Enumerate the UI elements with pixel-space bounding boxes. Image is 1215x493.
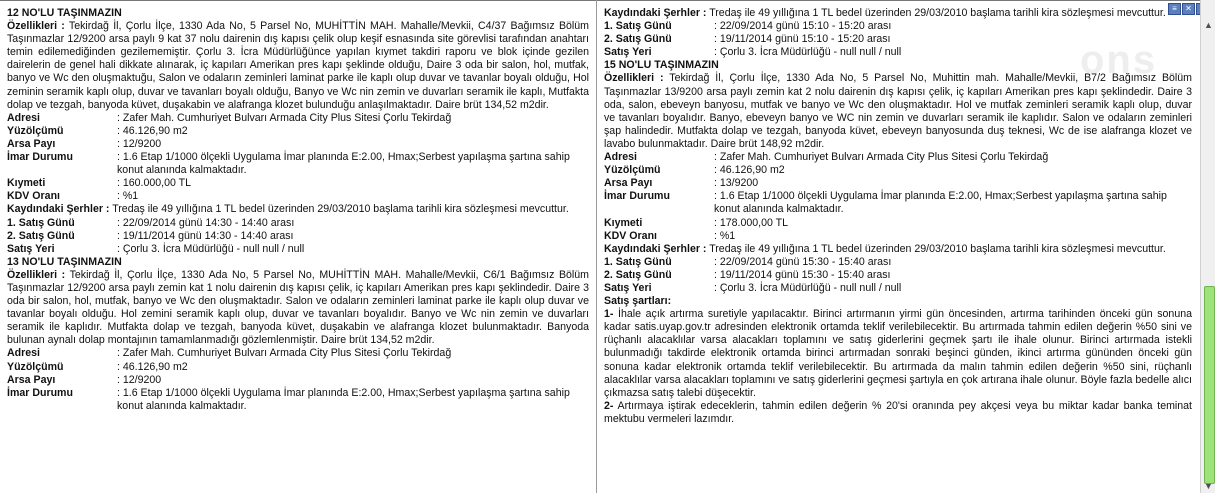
field-value: : %1 bbox=[714, 229, 736, 242]
left-column bbox=[7, 0, 589, 493]
paragraph-label: Özellikleri : bbox=[7, 268, 66, 281]
field-row bbox=[7, 112, 589, 125]
field-label: Satış Yeri bbox=[604, 46, 652, 59]
field-label: 1. Satış Günü bbox=[604, 20, 672, 33]
field-label: 2. Satış Günü bbox=[604, 268, 672, 281]
field-label: Adresi bbox=[7, 347, 40, 360]
field-row bbox=[604, 190, 1192, 216]
close-icon[interactable]: ✕ bbox=[1182, 3, 1195, 15]
field-label: Satış Yeri bbox=[604, 281, 652, 294]
field-value: : Çorlu 3. İcra Müdürlüğü - null null / null bbox=[117, 242, 305, 255]
field-row bbox=[7, 125, 589, 138]
field-value: : Çorlu 3. İcra Müdürlüğü - null null / null bbox=[714, 281, 902, 294]
paragraph-text: Tekirdağ İl, Çorlu İlçe, 1330 Ada No, 5 Parsel No, MUHİTTİN MAH. Mahalle/Mevkii, C4/37 Bağımsız Bölüm Taşınmazlar 12/9200 arsa paylı 9 kat 37 nolu dairenin dış kapısı çelik olup keşif esnasında site görevlisi tarafından anahtarı temin edilemediğinden gezilememiştir. Çorlu 3. İcra Müdürlüğünce yapılan kıymet takdiri raporu ve blok içinde gezilen dairelerin de genel hali dikkate alınarak, iç kapıları Amerikan pres kapı şeklinde olduğu, Daire 3 oda bir salon, hol, mutfak, banyo ve Wc den oluşmaktuğu, Salon ve odaların zeminleri laminat parke ile kaplı olup duvar ve tavanlar boyalı olduğu, Hol zeminin seramik kaplı olup, duvar ve tavanları boyalı olduğu, Banyo ve Wc nin zemin ve duvarları seramik ile kaplı, Mutfakta dolap ve tezgah, banyoda küvet, duşakabin ve alafranga klozet bulunduğu anlaşılmaktadır. Daire brüt 134,52 m2dir. bbox=[7, 20, 589, 111]
field-label: Adresi bbox=[7, 111, 40, 124]
column-divider bbox=[596, 0, 597, 493]
watermark: ons bbox=[1080, 38, 1158, 82]
field-row bbox=[7, 387, 589, 413]
paragraph-label: 2- bbox=[604, 399, 614, 412]
field-row bbox=[604, 217, 1192, 230]
field-label: 1. Satış Günü bbox=[7, 216, 75, 229]
field-value: : 46.126,90 m2 bbox=[117, 360, 188, 373]
scroll-thumb[interactable] bbox=[1204, 286, 1215, 484]
menu-icon[interactable]: ≡ bbox=[1168, 3, 1181, 15]
paragraph-text: Tredaş ile 49 yıllığına 1 TL bedel üzerinden 29/03/2010 başlama tarihli kira sözleşmesi mevcuttur. bbox=[109, 203, 569, 216]
field-row bbox=[7, 217, 589, 230]
paragraph bbox=[604, 308, 1192, 400]
field-row bbox=[604, 164, 1192, 177]
field-value: : 46.126,90 m2 bbox=[714, 164, 785, 177]
paragraph bbox=[7, 203, 589, 216]
paragraph bbox=[604, 243, 1192, 256]
paragraph-label: Kaydındaki Şerhler : bbox=[604, 242, 707, 255]
field-value: : 22/09/2014 günü 15:10 - 15:20 arası bbox=[714, 20, 892, 33]
paragraph bbox=[7, 269, 589, 348]
field-value: : %1 bbox=[117, 190, 139, 203]
field-value: : 1.6 Etap 1/1000 ölçekli Uygulama İmar planında E:2.00, Hmax;Serbest yapılaşma şartına sahip konut alanında kalmaktadır. bbox=[117, 151, 570, 177]
paragraph-text: Tredaş ile 49 yıllığına 1 TL bedel üzerinden 29/03/2010 başlama tarihli kira sözleşmesi mevcuttur. bbox=[706, 7, 1166, 19]
field-row bbox=[7, 190, 589, 203]
field-value: : 160.000,00 TL bbox=[117, 177, 192, 190]
field-row bbox=[7, 138, 589, 151]
field-label: Yüzölçümü bbox=[7, 124, 64, 137]
field-label: 2. Satış Günü bbox=[604, 33, 672, 46]
paragraph bbox=[604, 72, 1192, 151]
field-label: Adresi bbox=[604, 151, 637, 164]
field-value: : 12/9200 bbox=[117, 373, 162, 386]
section-heading: 12 NO'LU TAŞINMAZIN bbox=[7, 7, 122, 19]
paragraph bbox=[7, 20, 589, 112]
field-row bbox=[604, 230, 1192, 243]
field-label: Kıymeti bbox=[7, 177, 46, 190]
right-column bbox=[604, 0, 1192, 493]
paragraph-label: Özellikleri : bbox=[7, 20, 65, 33]
field-row bbox=[604, 256, 1192, 269]
field-row bbox=[7, 177, 589, 190]
field-label: Yüzölçümü bbox=[604, 164, 661, 177]
field-value: : Zafer Mah. Cumhuriyet Bulvarı Armada City Plus Sitesi Çorlu Tekirdağ bbox=[714, 151, 1049, 164]
paragraph-text: Artırmaya iştirak edeceklerin, tahmin edilen değerin % 20'si oranında pey akçesi veya bu miktar kadar banka teminat mektubu vermeleri lazımdır. bbox=[604, 399, 1192, 425]
paragraph-text: Tekirdağ İl, Çorlu İlçe, 1330 Ada No, 5 Parsel No, MUHİTTİN MAH. Mahalle/Mevkii, C6/1 Bağımsız Bölüm Taşınmazlar 12/9200 arsa paylı zemin kat 1 nolu dairenin dış kapısı çelik, iç kapıları Amerikan pres kapı şeklindedir. Daire 3 oda bir salon, hol, mutfak, banyo ve Wc den oluşmaktadır. Salon ve odaların zeminleri laminat parke ile kaplı olup duvar ve tavanlar boyalı olduğu. Hol zemini seramik kaplı olup, duvar ve tavanları boyalıdır. Banyo ve Wc nin zemin ve duvarları seramik ile kaplıdır. Mutfakta dolap ve tezgah, banyoda küvet, duşakabin ve alafranga klozet bulunmaktadır. Banyoda bulunan aynalı dolap montajının tamamlanmadığı gözlemlenmiştir. Daire brüt 134,52 m2dir. bbox=[7, 268, 589, 347]
field-value: : 19/11/2014 günü 14:30 - 14:40 arası bbox=[117, 229, 294, 242]
field-label: 1. Satış Günü bbox=[604, 255, 672, 268]
paragraph bbox=[604, 400, 1192, 426]
field-value: : Zafer Mah. Cumhuriyet Bulvarı Armada City Plus Sitesi Çorlu Tekirdağ bbox=[117, 111, 452, 124]
field-value: : 19/11/2014 günü 15:10 - 15:20 arası bbox=[714, 33, 891, 46]
paragraph-label: Kaydındaki Şerhler : bbox=[7, 203, 110, 216]
paragraph bbox=[604, 7, 1192, 20]
field-label: 2. Satış Günü bbox=[7, 229, 75, 242]
field-label: İmar Durumu bbox=[604, 190, 670, 203]
field-value: : 46.126,90 m2 bbox=[117, 124, 188, 137]
field-label: İmar Durumu bbox=[7, 151, 73, 164]
field-row bbox=[7, 243, 589, 256]
field-value: : 13/9200 bbox=[714, 177, 759, 190]
scroll-up-arrow-icon[interactable]: ▲ bbox=[1204, 20, 1213, 30]
field-row bbox=[604, 33, 1192, 46]
field-row bbox=[604, 46, 1192, 59]
field-value: : 178.000,00 TL bbox=[714, 216, 789, 229]
field-label: KDV Oranı bbox=[7, 190, 60, 203]
paragraph-label: Kaydındaki Şerhler : bbox=[604, 7, 707, 19]
field-value: : 1.6 Etap 1/1000 ölçekli Uygulama İmar planında E:2.00, Hmax;Serbest yapılaşma şartına sahip konut alanında kalmaktadır. bbox=[117, 386, 570, 412]
scroll-down-arrow-icon[interactable]: ▼ bbox=[1204, 481, 1213, 491]
field-row bbox=[7, 374, 589, 387]
field-row bbox=[604, 282, 1192, 295]
field-value: : Zafer Mah. Cumhuriyet Bulvarı Armada City Plus Sitesi Çorlu Tekirdağ bbox=[117, 347, 452, 360]
field-row bbox=[604, 177, 1192, 190]
field-row bbox=[604, 269, 1192, 282]
paragraph-text: Tekirdağ İl, Çorlu İlçe, 1330 Ada No, 5 Parsel No, Muhittin mah. Mahalle/Mevkii, B7/2 Bağımsız Bölüm Taşınmazlar 13/9200 arsa paylı zemin kat 2 nolu dairenin dış kapısı çelik, iç kapıları Amerikan pres kapı şeklindedir. Daire 3 oda, salon, ebeveyn banyosu, mutfak ve banyo ve Wc den oluşmaktadır. Hol ve mutfak zeminleri seramik kaplı olup, duvar ve tavanları boyalıdır. Banyo, ebeveyn banyo ve WC nin zemin ve duvarları seramik ile kaplıdır. Salon ve odaların zeminleri şap halindedir. Mutfakta dolap ve tezgah, banyoda küvet, ebeveyn banyosunda duş teknesi, Wc de ise alafranga klozet ve lavabo bulunmaktadır. Daire brüt 148,92 m2dir. bbox=[604, 72, 1192, 150]
paragraph-text: Tredaş ile 49 yıllığına 1 TL bedel üzerinden 29/03/2010 başlama tarihli kira sözleşmesi mevcuttur. bbox=[706, 242, 1166, 255]
vertical-scrollbar[interactable] bbox=[1200, 0, 1215, 493]
field-value: : Çorlu 3. İcra Müdürlüğü - null null / null bbox=[714, 46, 902, 59]
field-value: : 22/09/2014 günü 14:30 - 14:40 arası bbox=[117, 216, 295, 229]
field-value: : 22/09/2014 günü 15:30 - 15:40 arası bbox=[714, 255, 892, 268]
field-row bbox=[604, 20, 1192, 33]
field-row bbox=[7, 230, 589, 243]
field-row bbox=[7, 347, 589, 360]
field-label: Yüzölçümü bbox=[7, 360, 64, 373]
field-label: Satış Yeri bbox=[7, 242, 55, 255]
section-heading: Satış şartları: bbox=[604, 295, 672, 308]
field-label: İmar Durumu bbox=[7, 386, 73, 399]
section-heading: 15 NO'LU TAŞINMAZIN bbox=[604, 59, 719, 72]
field-label: KDV Oranı bbox=[604, 229, 657, 242]
field-value: : 12/9200 bbox=[117, 137, 162, 150]
paragraph-text: İhale açık artırma suretiyle yapılacaktır. Birinci artırmanın yirmi gün öncesinden, artırma tarihinden önceki gün sonuna kadar satis.uyap.gov.tr adresinden elektronik ortamda teklif verilebilecektir. Bu artırmada tahmin edilen değerin %50 sini ve rüçhanlı alacaklılar varsa alacakları toplamını ve satış giderlerini geçmek şartı ile ihale olunur. Birinci artırmada istekli bulunmadığı takdirde elektronik ortamda birinci artırmadan sonraki beşinci günden, ikinci artırma gününden önceki gün sonuna kadar elektronik ortamda teklif verilebilecektir. Bu artırmada da malın tahmin edilen değerin %50 sini, rüçhanlı alacaklılar varsa alacakları toplamını ve satış giderlerini geçmesi şartıyla en çok artırana ihale olunur. Böyle fazla bedelle alıcı çıkmazsa satış talebi düşecektir. bbox=[604, 308, 1192, 399]
paragraph-label: 1- bbox=[604, 308, 614, 321]
field-label: Kıymeti bbox=[604, 216, 643, 229]
field-label: Arsa Payı bbox=[7, 373, 56, 386]
field-label: Arsa Payı bbox=[604, 177, 653, 190]
field-row bbox=[604, 151, 1192, 164]
field-value: : 19/11/2014 günü 15:30 - 15:40 arası bbox=[714, 268, 891, 281]
field-row bbox=[7, 361, 589, 374]
field-label: Arsa Payı bbox=[7, 137, 56, 150]
section-heading: 13 NO'LU TAŞINMAZIN bbox=[7, 255, 122, 268]
paragraph-label: Özellikleri : bbox=[604, 72, 664, 85]
field-row bbox=[7, 151, 589, 177]
field-value: : 1.6 Etap 1/1000 ölçekli Uygulama İmar planında E:2.00, Hmax;Serbest yapılaşma şartına sahip konut alanında kalmaktadır. bbox=[714, 190, 1167, 216]
